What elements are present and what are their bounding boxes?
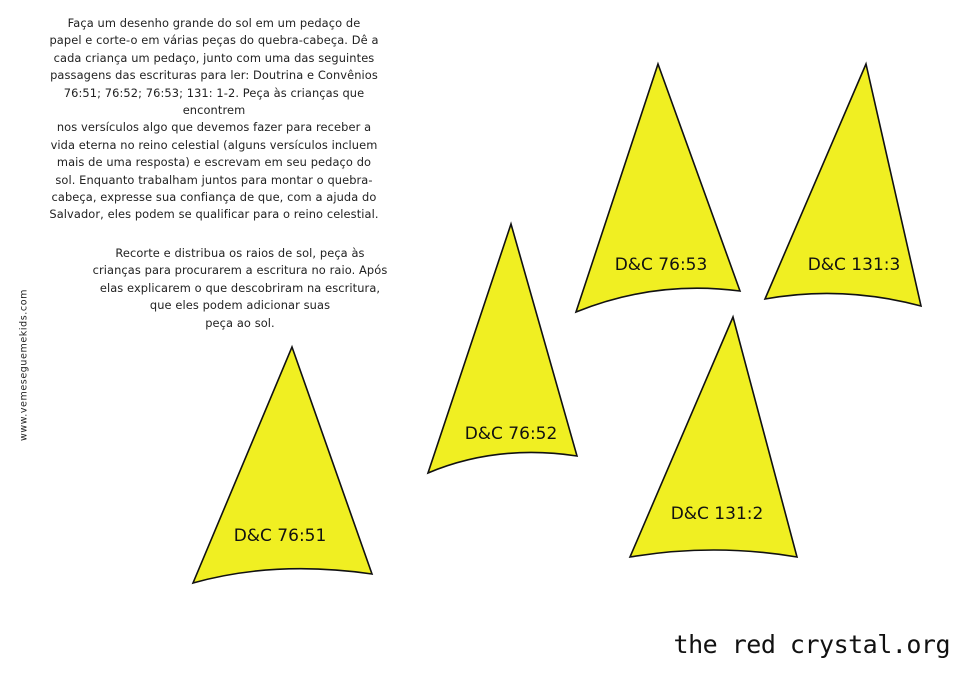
instruction-line: que eles podem adicionar suas bbox=[149, 298, 331, 313]
sun-ray-label: D&C 131:3 bbox=[807, 255, 901, 275]
sun-ray-label: D&C 131:2 bbox=[670, 504, 764, 524]
instruction-line: peça ao sol. bbox=[205, 315, 275, 330]
sun-ray-dc-76-51[interactable] bbox=[193, 347, 372, 583]
sun-ray-dc-131-2[interactable] bbox=[630, 317, 797, 557]
instruction-line: passagens das escrituras para ler: Doutrina e Convênios bbox=[50, 68, 378, 83]
sun-ray-dc-76-53[interactable] bbox=[576, 64, 740, 312]
instruction-line: papel e corte-o em várias peças do quebra-cabeça. Dê a bbox=[49, 33, 379, 48]
instruction-line: cabeça, expresse sua confiança de que, com a ajuda do bbox=[51, 190, 377, 205]
instruction-line: Recorte e distribua os raios de sol, peça às bbox=[115, 246, 365, 260]
instruction-line: vida eterna no reino celestial (alguns versículos incluem bbox=[50, 137, 378, 152]
instruction-line: crianças para procurarem a escritura no raio. Após bbox=[92, 263, 388, 278]
instruction-line: Faça um desenho grande do sol em um pedaço de bbox=[67, 16, 361, 30]
instruction-line: nos versículos algo que devemos fazer para receber a bbox=[56, 120, 372, 135]
sun-ray-label: D&C 76:53 bbox=[614, 255, 708, 275]
instruction-line: 76:51; 76:52; 76:53; 131: 1-2. Peça às crianças que encontrem bbox=[63, 85, 365, 118]
sun-ray-shape bbox=[193, 347, 372, 583]
brand-logo-text: the red crystal.org bbox=[673, 630, 950, 659]
instruction-line: mais de uma resposta) e escrevam em seu pedaço do bbox=[56, 155, 372, 170]
instruction-line: sol. Enquanto trabalham juntos para montar o quebra- bbox=[55, 172, 373, 187]
sun-ray-label: D&C 76:51 bbox=[233, 526, 327, 546]
website-side-text: www.vemeseguemekids.com bbox=[18, 288, 30, 442]
instruction-line: elas explicarem o que descobriram na escritura, bbox=[99, 280, 381, 295]
instruction-line: Salvador, eles podem se qualificar para o reino celestial. bbox=[49, 207, 379, 222]
sun-ray-dc-131-3[interactable] bbox=[765, 64, 921, 306]
instruction-line: cada criança um pedaço, junto com uma das seguintes bbox=[53, 50, 375, 65]
sun-ray-dc-76-52[interactable] bbox=[428, 224, 577, 473]
sun-ray-label: D&C 76:52 bbox=[464, 424, 558, 444]
